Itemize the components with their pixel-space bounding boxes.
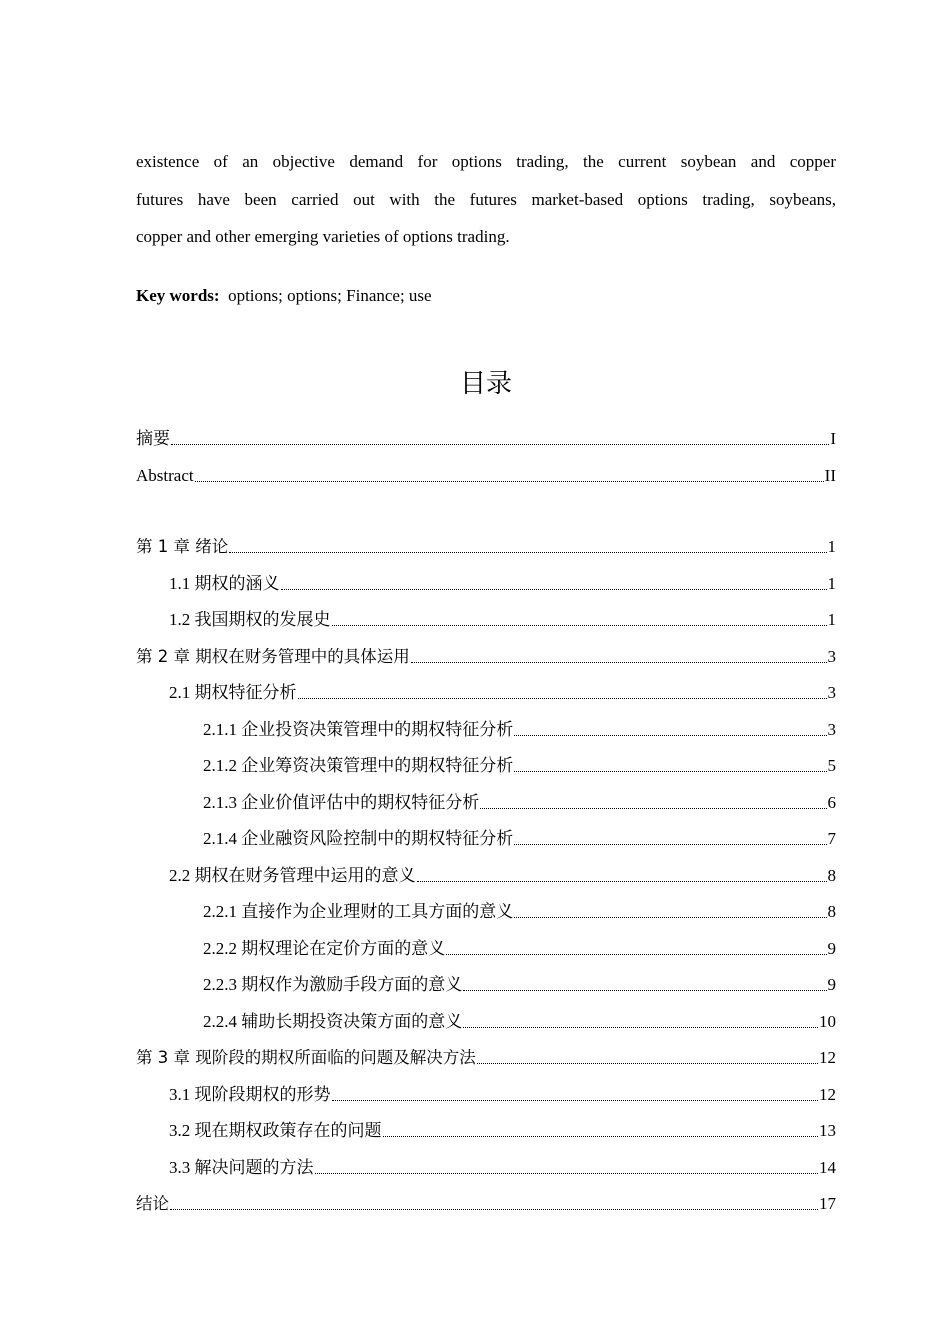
toc-leader (446, 953, 826, 955)
toc-page-number: 17 (819, 1194, 836, 1213)
toc-leader (514, 843, 826, 845)
toc-leader (332, 624, 827, 626)
toc-page-number: 3 (827, 647, 836, 666)
toc-page-number: 8 (827, 866, 836, 885)
toc-page-number: 6 (827, 793, 836, 812)
toc-page-number: 1 (827, 574, 836, 593)
toc-leader (229, 551, 826, 553)
toc-entry-chapter-3[interactable] (136, 1043, 836, 1069)
toc-entry-3-1[interactable] (136, 1080, 836, 1106)
toc-leader (514, 770, 826, 772)
abstract-paragraph (136, 143, 836, 256)
toc-leader (383, 1135, 819, 1137)
toc-entry-label: 3.3 解决问题的方法 (169, 1158, 314, 1177)
toc-page-number: 7 (827, 829, 836, 848)
toc-entry-2-1-1[interactable] (136, 715, 836, 741)
keywords-value: options; options; Finance; use (228, 286, 432, 305)
toc-leader (411, 661, 827, 663)
toc-page-number: 1 (827, 537, 836, 556)
toc-entry-label: 2.1 期权特征分析 (169, 683, 297, 702)
toc-page-number: 12 (819, 1048, 836, 1067)
toc-entry-2-2-1[interactable] (136, 897, 836, 923)
keywords-label: Key words: (136, 286, 220, 305)
toc-entry-abstract[interactable] (136, 461, 836, 487)
toc-entry-label: 1.2 我国期权的发展史 (169, 610, 331, 629)
toc-leader (463, 989, 826, 991)
toc-page-number: 9 (827, 975, 836, 994)
toc-entry-2-1[interactable] (136, 678, 836, 704)
toc-entry-label: 1.1 期权的涵义 (169, 574, 280, 593)
abstract-line: copper and other emerging varieties of options trading. (136, 227, 510, 246)
toc-entry-label: 摘要 (136, 429, 170, 448)
toc-leader (417, 880, 827, 882)
toc-entry-label: 第 3 章 现阶段的期权所面临的问题及解决方法 (136, 1048, 476, 1067)
toc-leader (332, 1099, 819, 1101)
toc-entry-chapter-2[interactable] (136, 642, 836, 668)
toc-page-number: 1 (827, 610, 836, 629)
toc-page-number: 5 (827, 756, 836, 775)
toc-entry-label: 2.2 期权在财务管理中运用的意义 (169, 866, 416, 885)
toc-entry-zhaiyao[interactable] (136, 424, 836, 450)
toc-page-number: II (824, 466, 836, 485)
toc-entry-label: 2.2.3 期权作为激励手段方面的意义 (203, 975, 463, 994)
toc-entry-2-1-3[interactable] (136, 788, 836, 814)
toc-page-number: 3 (827, 683, 836, 702)
keywords-line (136, 283, 432, 309)
toc-leader (315, 1172, 819, 1174)
toc-title: 目录 (459, 369, 512, 399)
toc-entry-1-2[interactable] (136, 605, 836, 631)
toc-entry-label: 2.2.1 直接作为企业理财的工具方面的意义 (203, 902, 514, 921)
toc-entry-label: 2.1.4 企业融资风险控制中的期权特征分析 (203, 829, 514, 848)
toc-entry-chapter-1[interactable] (136, 532, 836, 558)
toc-entry-label: 2.1.1 企业投资决策管理中的期权特征分析 (203, 720, 514, 739)
toc-entry-label: 3.1 现阶段期权的形势 (169, 1085, 331, 1104)
toc-leader (514, 734, 826, 736)
toc-entry-3-2[interactable] (136, 1116, 836, 1142)
toc-page-number: 9 (827, 939, 836, 958)
toc-entry-2-2[interactable] (136, 861, 836, 887)
toc-page-number: 14 (819, 1158, 836, 1177)
toc-entry-2-2-4[interactable] (136, 1007, 836, 1033)
toc-leader (480, 807, 826, 809)
toc-page-number: 8 (827, 902, 836, 921)
toc-entry-label: 第 2 章 期权在财务管理中的具体运用 (136, 647, 410, 666)
toc-entry-label: Abstract (136, 466, 194, 485)
toc-page-number: 3 (827, 720, 836, 739)
toc-page-number: I (830, 429, 836, 448)
toc-entry-label: 结论 (136, 1194, 169, 1213)
toc-leader (298, 697, 827, 699)
toc-entry-2-1-4[interactable] (136, 824, 836, 850)
toc-leader (195, 480, 824, 482)
toc-leader (514, 916, 826, 918)
toc-page-number: 10 (819, 1012, 836, 1031)
abstract-line: futures have been carried out with the futures market-based options trading, soybeans, (136, 189, 836, 209)
toc-entry-3-3[interactable] (136, 1153, 836, 1179)
toc-entry-2-2-2[interactable] (136, 934, 836, 960)
toc-entry-label: 2.2.2 期权理论在定价方面的意义 (203, 939, 446, 958)
toc-leader (171, 443, 829, 445)
toc-entry-label: 2.1.3 企业价值评估中的期权特征分析 (203, 793, 480, 812)
toc-entry-1-1[interactable] (136, 569, 836, 595)
toc-leader (477, 1062, 818, 1064)
toc-entry-label: 第 1 章 绪论 (136, 537, 229, 556)
toc-leader (281, 588, 827, 590)
toc-entry-label: 2.1.2 企业筹资决策管理中的期权特征分析 (203, 756, 514, 775)
toc-leader (170, 1208, 818, 1210)
toc-entry-2-1-2[interactable] (136, 751, 836, 777)
abstract-line: existence of an objective demand for options trading, the current soybean and copper (136, 152, 836, 171)
toc-entry-label: 3.2 现在期权政策存在的问题 (169, 1121, 382, 1140)
toc-page-number: 13 (819, 1121, 836, 1140)
toc-entry-label: 2.2.4 辅助长期投资决策方面的意义 (203, 1012, 463, 1031)
toc-entry-2-2-3[interactable] (136, 970, 836, 996)
toc-leader (463, 1026, 818, 1028)
toc-entry-conclusion[interactable] (136, 1189, 836, 1215)
toc-page-number: 12 (819, 1085, 836, 1104)
